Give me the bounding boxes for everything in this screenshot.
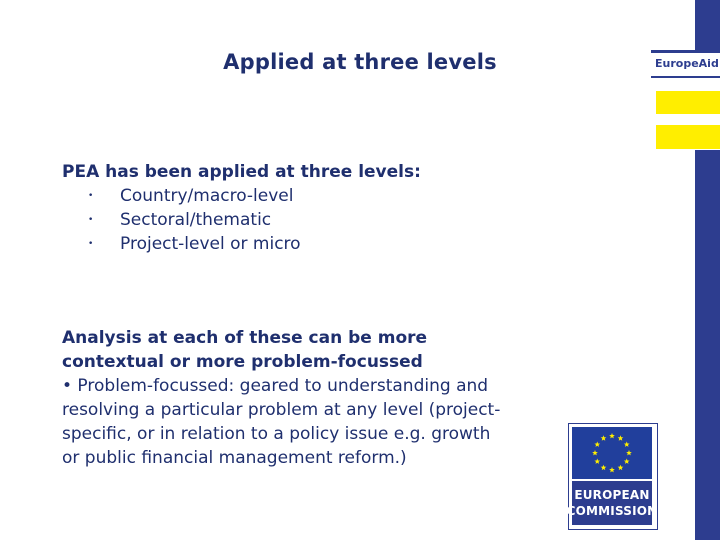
levels-list: [62, 184, 421, 256]
star-icon: [626, 450, 632, 455]
logo-line: EUROPEAN: [574, 488, 650, 502]
analysis-body-line: specific, or in relation to a policy issue e.g. growth: [62, 424, 491, 444]
rail-divider: [651, 76, 720, 78]
intro-block: [62, 160, 421, 256]
star-icon: [609, 467, 615, 472]
list-item-label: Sectoral/thematic: [120, 210, 272, 230]
list-item: [62, 184, 421, 208]
brand-rail: [651, 0, 720, 540]
bullet-icon: •: [88, 191, 94, 201]
star-icon: [601, 465, 607, 470]
rail-yellow-band: [656, 125, 720, 149]
analysis-body-line: • Problem-focussed: geared to understanding and: [62, 376, 489, 396]
list-item: [62, 232, 421, 256]
list-item-label: Project-level or micro: [120, 234, 301, 254]
star-icon: [624, 459, 630, 464]
logo-line: COMMISSION: [566, 504, 658, 518]
european-commission-logo: [568, 423, 658, 530]
list-item: [62, 208, 421, 232]
star-icon: [618, 435, 624, 440]
star-icon: [624, 442, 630, 447]
eu-flag-icon: [572, 427, 652, 479]
rail-yellow-band: [656, 91, 720, 114]
analysis-heading-line: contextual or more problem-focussed: [62, 352, 423, 372]
intro-lead: PEA has been applied at three levels:: [62, 162, 421, 182]
star-icon: [609, 433, 615, 438]
analysis-body-line: or public financial management reform.): [62, 448, 407, 468]
rail-lower-block: [695, 150, 720, 540]
rail-divider: [651, 50, 720, 53]
analysis-heading-line: Analysis at each of these can be more: [62, 328, 428, 348]
analysis-heading: [62, 326, 582, 374]
star-icon: [601, 435, 607, 440]
analysis-body-line: resolving a particular problem at any level (project-: [62, 400, 501, 420]
eu-stars-icon: [584, 430, 640, 476]
star-icon: [594, 442, 600, 447]
star-icon: [592, 450, 598, 455]
rail-top-block: [695, 0, 720, 50]
bullet-icon: •: [88, 239, 94, 249]
slide-title: Applied at three levels: [223, 50, 497, 74]
list-item-label: Country/macro-level: [120, 186, 294, 206]
logo-plate: [566, 481, 658, 525]
star-icon: [594, 459, 600, 464]
bullet-icon: •: [88, 215, 94, 225]
europeaid-label: EuropeAid: [655, 57, 719, 70]
analysis-body: [62, 374, 582, 470]
analysis-block: [62, 326, 582, 470]
star-icon: [618, 465, 624, 470]
